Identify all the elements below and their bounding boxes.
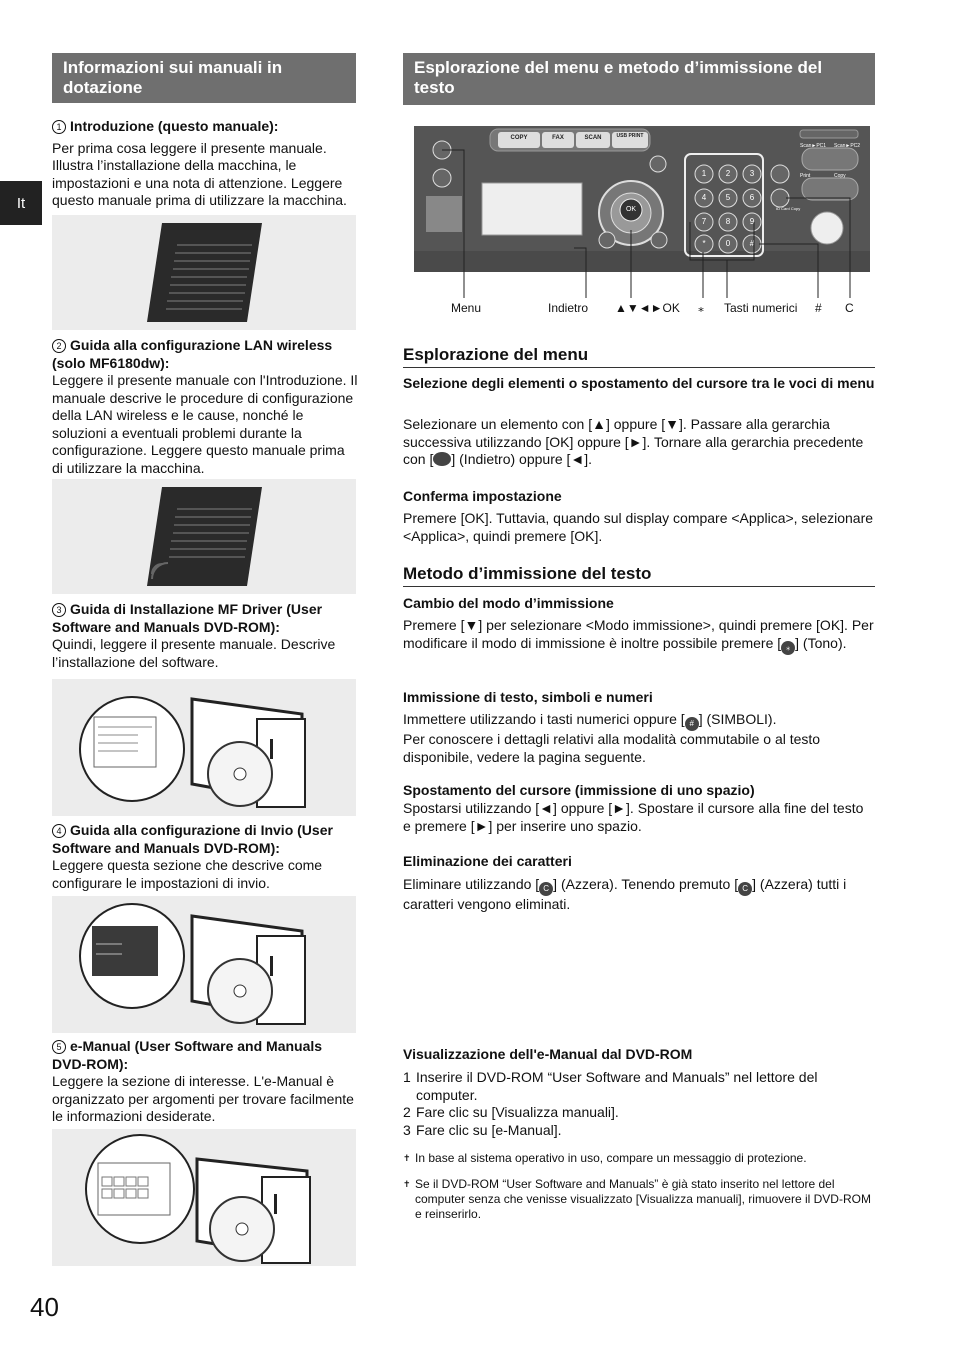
text-part: Immettere utilizzando i tasti numerici oppure [ bbox=[403, 711, 685, 727]
paragraph-move-cursor: Spostarsi utilizzando [◄] oppure [►]. Spostare il cursore alla fine del testo e premere [►] per inserire uno spazio. bbox=[403, 800, 864, 834]
note-text: Se il DVD-ROM “User Software and Manuals” è già stato inserito nel lettore del computer senza che venisse visualizzato [Visualizza manuali], rimuovere il DVD-ROM e reinserirlo. bbox=[415, 1177, 871, 1221]
heading-move-cursor: Spostamento del cursore (immissione di uno spazio) bbox=[403, 782, 755, 798]
item-title: Introduzione (questo manuale): bbox=[70, 118, 279, 134]
paragraph-change-mode bbox=[403, 617, 875, 655]
clear-key-icon: C bbox=[539, 882, 553, 896]
back-key-icon bbox=[433, 452, 451, 466]
key-star: * bbox=[702, 239, 706, 248]
heading-delete: Eliminazione dei caratteri bbox=[403, 853, 572, 869]
key-0: 0 bbox=[725, 239, 731, 248]
callout-tone: ⁎ bbox=[698, 301, 704, 315]
emanual-steps bbox=[403, 1069, 843, 1139]
item-title: e-Manual (User Software and Manuals DVD-ROM): bbox=[52, 1038, 323, 1072]
ok-button: OK bbox=[625, 206, 637, 213]
text-part: Eliminare utilizzando [ bbox=[403, 876, 540, 892]
note-marker-icon: ✝ bbox=[403, 1179, 411, 1189]
booklet-icon bbox=[52, 215, 356, 330]
subsection-title-menu: Esplorazione del menu bbox=[403, 345, 875, 368]
section-header-menu: Esplorazione del menu e metodo d’immissione del testo bbox=[403, 53, 875, 105]
key-3: 3 bbox=[749, 169, 755, 178]
dvd-illustration-3 bbox=[52, 679, 356, 816]
step-item bbox=[403, 1104, 843, 1122]
manual-item-4 bbox=[52, 822, 358, 892]
fax-button: FAX bbox=[552, 135, 564, 141]
text-part: ] (SIMBOLI). bbox=[698, 711, 777, 727]
subsection-title-text-input: Metodo d’immissione del testo bbox=[403, 564, 875, 587]
computer-dvd-icon bbox=[52, 679, 356, 816]
step-number: 3 bbox=[403, 1121, 411, 1138]
callout-c: C bbox=[845, 301, 854, 315]
copy-button: COPY bbox=[510, 135, 528, 141]
text-part: Per conoscere i dettagli relativi alla modalità commutabile o al testo disponibile, vedere la pagina seguente. bbox=[403, 731, 821, 765]
step-text: Inserire il DVD-ROM “User Software and Manuals” nel lettore del computer. bbox=[416, 1069, 818, 1103]
manual-item-1 bbox=[52, 118, 358, 210]
paragraph-confirm: Premere [OK]. Tuttavia, quando sul display compare <Applica>, selezionare <Applica>, quindi premere [OK]. bbox=[403, 510, 874, 544]
item-body: Quindi, leggere il presente manuale. Descrive l’installazione del software. bbox=[52, 636, 336, 670]
tone-key-icon: ⁎ bbox=[781, 641, 795, 655]
booklet-illustration-1 bbox=[52, 215, 356, 330]
clear-key-icon: C bbox=[738, 882, 752, 896]
item-title: Guida alla configurazione LAN wireless (solo MF6180dw): bbox=[52, 337, 333, 371]
dvd-illustration-5 bbox=[52, 1129, 356, 1266]
paragraph-delete bbox=[403, 876, 875, 914]
copy-label: Copy bbox=[834, 173, 846, 179]
step-number: 1 bbox=[403, 1069, 411, 1085]
note-2 bbox=[403, 1177, 873, 1222]
item-title: Guida alla configurazione di Invio (User Software and Manuals DVD-ROM): bbox=[52, 822, 333, 856]
heading-select-items: Selezione degli elementi o spostamento del cursore tra le voci di menu bbox=[403, 375, 875, 391]
dvd-illustration-4 bbox=[52, 896, 356, 1033]
note-marker-icon: ✝ bbox=[403, 1153, 411, 1163]
scan-button: SCAN bbox=[584, 135, 602, 141]
text-part: Premere [▼] per selezionare <Modo immissione>, quindi premere [OK]. Per modificare il modo di immissione è inoltre possibile premere [ bbox=[403, 617, 874, 651]
paragraph-select-items bbox=[403, 416, 875, 469]
step-text: Fare clic su [e-Manual]. bbox=[416, 1121, 562, 1138]
language-tab: It bbox=[0, 181, 42, 225]
symbols-key-icon: # bbox=[685, 717, 699, 731]
callout-numeric-keys: Tasti numerici bbox=[724, 301, 798, 315]
note-1 bbox=[403, 1151, 873, 1166]
key-7: 7 bbox=[701, 217, 707, 226]
callout-hash: # bbox=[815, 301, 822, 315]
heading-change-mode: Cambio del modo d’immissione bbox=[403, 595, 614, 611]
text-part: ] (Tono). bbox=[795, 634, 847, 651]
note-text: In base al sistema operativo in uso, compare un messaggio di protezione. bbox=[415, 1151, 807, 1165]
computer-dvd-icon bbox=[52, 896, 356, 1033]
manual-item-2 bbox=[52, 337, 358, 477]
wireless-booklet-icon bbox=[52, 479, 356, 594]
heading-emanual: Visualizzazione dell'e-Manual dal DVD-ROM bbox=[403, 1046, 693, 1062]
item-number: 3 bbox=[52, 603, 66, 617]
section-header-manuals: Informazioni sui manuali in dotazione bbox=[52, 53, 356, 103]
heading-enter-text: Immissione di testo, simboli e numeri bbox=[403, 689, 653, 705]
page-number: 40 bbox=[30, 1292, 59, 1322]
item-number: 5 bbox=[52, 1040, 66, 1054]
key-hash: # bbox=[749, 239, 755, 248]
step-text: Fare clic su [Visualizza manuali]. bbox=[416, 1104, 619, 1120]
key-5: 5 bbox=[725, 193, 731, 202]
item-title: Guida di Installazione MF Driver (User Software and Manuals DVD-ROM): bbox=[52, 601, 323, 635]
booklet-illustration-2 bbox=[52, 479, 356, 594]
item-body: Leggere la sezione di interesse. L'e-Manual è organizzato per argomenti per trovare facilmente le informazioni desiderate. bbox=[52, 1073, 354, 1124]
print-label: Print bbox=[800, 173, 811, 179]
item-number: 2 bbox=[52, 339, 66, 353]
text-part: ] (Azzera) tutti i caratteri vengono eliminati. bbox=[403, 876, 847, 912]
scan-pc2-label: Scan►PC2 bbox=[834, 143, 861, 149]
scan-pc1-label: Scan►PC1 bbox=[800, 143, 827, 149]
text-part: Selezionare un elemento con [▲] oppure [▼]. Passare alla gerarchia successiva utilizzando [OK] oppure [►]. Tornare alla gerarchia precedente con [ bbox=[403, 416, 864, 467]
paragraph-enter-text bbox=[403, 711, 875, 766]
manual-item-5 bbox=[52, 1038, 358, 1126]
callout-menu: Menu bbox=[451, 301, 482, 315]
heading-confirm: Conferma impostazione bbox=[403, 488, 562, 504]
key-2: 2 bbox=[725, 169, 731, 178]
step-item bbox=[403, 1122, 843, 1140]
manual-item-3 bbox=[52, 601, 358, 671]
callout-lines bbox=[414, 140, 870, 310]
key-8: 8 bbox=[725, 217, 731, 226]
item-body: Per prima cosa leggere il presente manuale. Illustra l’installazione della macchina, le impostazioni e una nota di attenzione. Leggere questo manuale prima di utilizzare la macchina. bbox=[52, 139, 347, 208]
step-item bbox=[403, 1069, 843, 1104]
key-6: 6 bbox=[749, 193, 755, 202]
computer-dvd-icon bbox=[52, 1129, 356, 1266]
item-body: Leggere questa sezione che descrive come configurare le impostazioni di invio. bbox=[52, 857, 323, 891]
step-number: 2 bbox=[403, 1104, 411, 1120]
item-number: 4 bbox=[52, 824, 66, 838]
callout-indietro: Indietro bbox=[548, 301, 589, 315]
key-9: 9 bbox=[749, 217, 755, 226]
key-4: 4 bbox=[701, 193, 707, 202]
callout-arrows-ok: ▲▼◄►OK bbox=[615, 301, 680, 315]
text-part: ] (Indietro) oppure [◄]. bbox=[451, 451, 593, 467]
id-card-copy-label: ID Card Copy bbox=[776, 206, 801, 211]
item-body: Leggere il presente manuale con l'Introduzione. Il manuale descrive le procedure di configurazione della LAN wireless e le cause, nonché le soluzioni a eventuali problemi durante la configurazione. Leggere questo manuale prima di utilizzare la macchina. bbox=[52, 372, 358, 476]
key-1: 1 bbox=[701, 169, 707, 178]
usb-print-button: USB PRINT bbox=[616, 133, 644, 139]
item-number: 1 bbox=[52, 120, 66, 134]
text-part: ] (Azzera). Tenendo premuto [ bbox=[553, 876, 739, 892]
